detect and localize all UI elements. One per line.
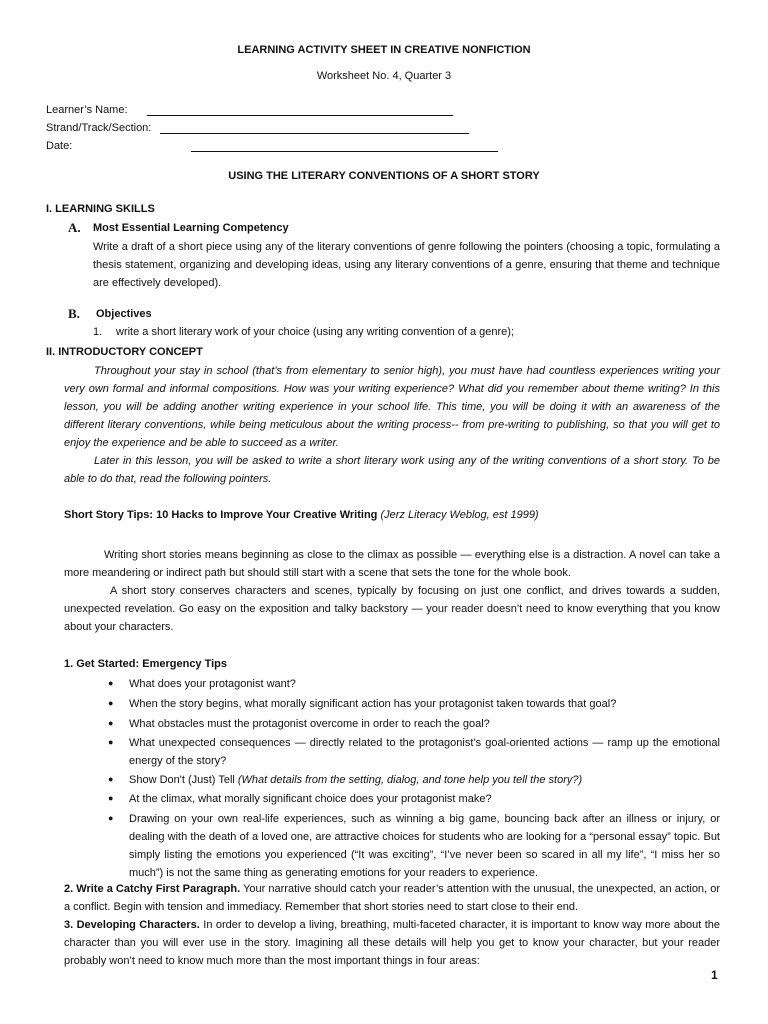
strand-field[interactable] <box>160 123 469 134</box>
tips-title-line <box>64 509 539 521</box>
learner-name-field[interactable] <box>147 105 453 116</box>
bullet-icon: ● <box>108 718 114 728</box>
tips-source: (Jerz Literacy Weblog, est 1999) <box>380 509 539 521</box>
bullet-item: What does your protagonist want? <box>129 678 296 690</box>
worksheet-number: Worksheet No. 4, Quarter 3 <box>316 70 452 82</box>
show-tell-label: Show Don't (Just) Tell <box>129 774 235 786</box>
item-letter-a: A. <box>68 220 81 235</box>
tip-3-heading: 3. Developing Characters. <box>64 919 200 931</box>
bullet-icon: ● <box>108 737 114 747</box>
tip-3-paragraph <box>64 916 720 970</box>
competency-heading: Most Essential Learning Competency <box>93 222 289 234</box>
section-heading-learning-skills: I. LEARNING SKILLS <box>46 203 155 215</box>
show-tell-note: (What details from the setting, dialog, and tone help you tell the story?) <box>237 774 583 786</box>
objectives-heading: Objectives <box>96 308 152 320</box>
competency-text: Write a draft of a short piece using any of the literary conventions of genre following the pointers (choosing a topic, formulating a thesis statement, organizing and developing ideas, using any literary conventions of a genre, ensuring that theme and technique are effectively developed). <box>93 241 720 289</box>
tip-3-text: In order to develop a living, breathing, multi-faceted character, it is important to know way more about the character than you will ever use in the story. Imagining all these details will help you get to know your character, but your reader probably won’t need to know much more than the most important things in four areas: <box>64 919 720 967</box>
intro-paragraph-1: Throughout your stay in school (that’s from elementary to senior high), you must have had countless experiences writing your very own formal and informal compositions. How was your writing experience? What did you remember about theme writing? In this lesson, you will be adding another writing experience in your school life. This time, you will be doing it with an awareness of the different literary conventions, while being meticulous about the writing process-- from pre-writing to publishing, so that you will get to enjoy the experience and be able to succeed as a writer. <box>64 365 720 449</box>
objective-number: 1. <box>93 326 103 338</box>
page-number: 1 <box>711 968 718 982</box>
bullet-item: What obstacles must the protagonist overcome in order to reach the goal? <box>129 718 490 730</box>
bullet-item-show-tell <box>129 771 720 789</box>
bullet-icon: ● <box>108 678 114 688</box>
bullet-item: Drawing on your own real-life experiences, such as winning a big game, bouncing back after an illness or injury, or dealing with the death of a loved one, are attractive choices for students who are looking for a “personal essay” topic. But simply listing the emotions you experienced (“It was exciting”, “I’ve never been so scared in all my life”, “I miss her so much”) is not the same thing as generating emotions for your readers to experience. <box>129 813 720 879</box>
tip-2-text: Your narrative should catch your reader’s attention with the unusual, the unexpected, an action, or a conflict. Begin with tension and immediacy. Remember that short stories need to start close to their end. <box>64 883 720 913</box>
tips-paragraph-2: A short story conserves characters and scenes, typically by focusing on just one conflict, and drives towards a sudden, unexpected revelation. Go easy on the exposition and talky backstory — your reader doesn’t need to know everything that you know about your characters. <box>64 585 720 633</box>
bullet-item: When the story begins, what morally significant action has your protagonist taken towards that goal? <box>129 698 617 710</box>
intro-paragraph-2: Later in this lesson, you will be asked to write a short literary work using any of the writing conventions of a short story. To be able to do that, read the following pointers. <box>64 455 720 485</box>
tips-title: Short Story Tips: 10 Hacks to Improve Your Creative Writing <box>64 509 378 521</box>
tip-2-heading: 2. Write a Catchy First Paragraph. <box>64 883 241 895</box>
tips-paragraph-1: Writing short stories means beginning as close to the climax as possible — everything else is a distraction. A novel can take a more meandering or indirect path but should still start with a scene that sets the tone for the whole book. <box>64 549 720 579</box>
bullet-icon: ● <box>108 793 114 803</box>
lesson-title: USING THE LITERARY CONVENTIONS OF A SHORT STORY <box>228 170 540 182</box>
bullet-item: What unexpected consequences — directly related to the protagonist’s goal-oriented actions — ramp up the emotional energy of the story? <box>129 737 720 767</box>
objective-text: write a short literary work of your choice (using any writing convention of a genre); <box>116 326 515 338</box>
date-label: Date: <box>46 140 73 152</box>
bullet-icon: ● <box>108 813 114 823</box>
section-heading-introductory-concept: II. INTRODUCTORY CONCEPT <box>46 346 203 358</box>
item-letter-b: B. <box>68 306 80 321</box>
learner-name-label: Learner’s Name: <box>46 104 128 116</box>
strand-label: Strand/Track/Section: <box>46 122 152 134</box>
tip-2-paragraph <box>64 880 720 916</box>
date-field[interactable] <box>191 141 498 152</box>
bullet-item: At the climax, what morally significant choice does your protagonist make? <box>129 793 492 805</box>
bullet-icon: ● <box>108 774 114 784</box>
document-title: LEARNING ACTIVITY SHEET IN CREATIVE NONFICTION <box>237 44 531 56</box>
bullet-icon: ● <box>108 698 114 708</box>
tip-1-heading: 1. Get Started: Emergency Tips <box>64 658 228 670</box>
